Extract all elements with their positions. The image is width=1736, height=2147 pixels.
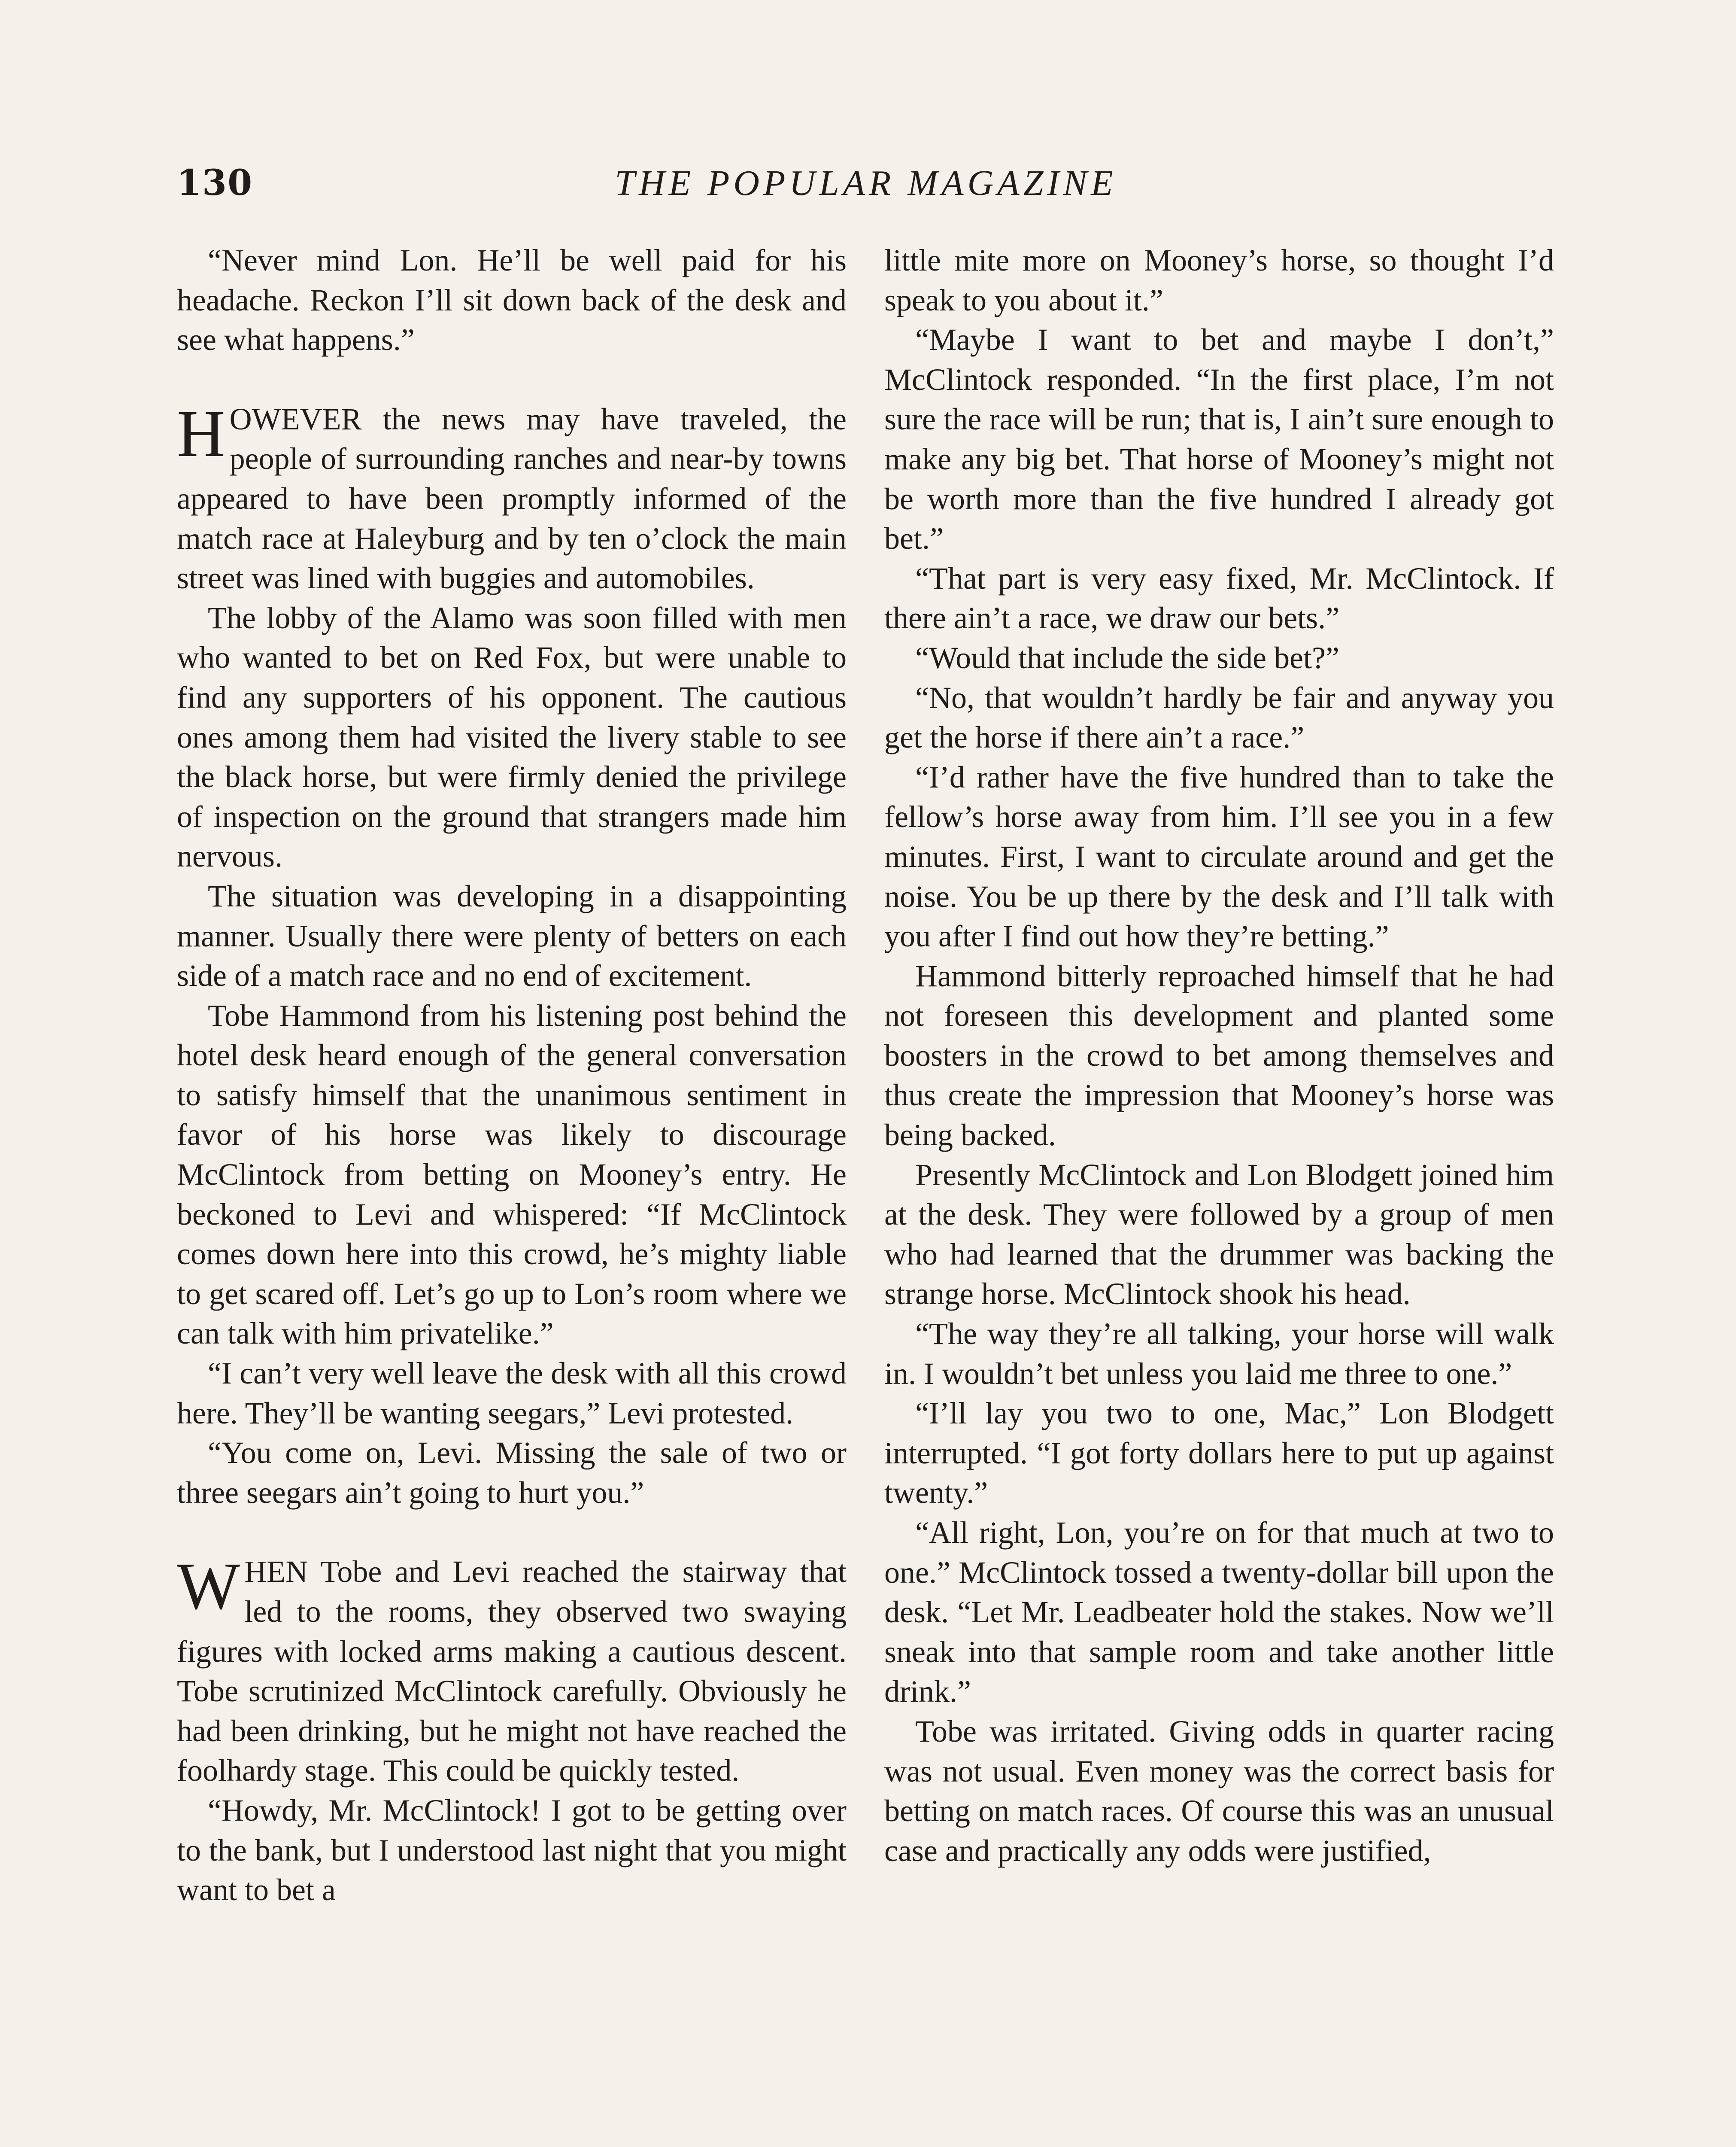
paragraph: Tobe was irritated. Giving odds in quarter racing was not usual. Even money was the correct basis for betting on match races. Of course this was an unusual case and practically any odds were justified, [884,1714,1554,1868]
paragraph: “Howdy, Mr. McClintock! I got to be getting over to the bank, but I understood last night that you might want to bet a [177,1793,847,1907]
paragraph: Presently McClintock and Lon Blodgett joined him at the desk. They were followed by a group of men who had learned that the drummer was backing the strange horse. McClintock shook his head. [884,1157,1554,1311]
paragraph: “I’ll lay you two to one, Mac,” Lon Blodgett interrupted. “I got forty dollars here to put up against twenty.” [884,1396,1554,1510]
running-title: THE POPULAR MAGAZINE [615,163,1117,203]
paragraph: “No, that wouldn’t hardly be fair and anyway you get the horse if there ain’t a race.” [884,680,1554,755]
paragraph: “You come on, Levi. Missing the sale of two or three seegars ain’t going to hurt you.” [177,1435,847,1510]
paragraph: “All right, Lon, you’re on for that much at two to one.” McClintock tossed a twenty-dollar bill upon the desk. “Let Mr. Leadbeater hold the stakes. Now we’ll sneak into that sample room and take another little drink.” [884,1515,1554,1709]
paragraph: Tobe Hammond from his listening post behind the hotel desk heard enough of the general conversation to satisfy himself that the unanimous sentiment in favor of his horse was likely to discourage McClintock from betting on Mooney’s entry. He beckoned to Levi and whispered: “If McClintock comes down here into this crowd, he’s mighty liable to get scared off. Let’s go up to Lon’s room where we can talk with him privatelike.” [177,998,847,1351]
left-column [177,240,847,1910]
page-header [177,162,1555,210]
paragraph: Hammond bitterly reproached himself that he had not foreseen this development and planted some boosters in the crowd to bet among themselves and thus create the impression that Mooney’s horse was being backed. [884,958,1554,1153]
paragraph: “Would that include the side bet?” [915,640,1339,675]
paragraph: “I can’t very well leave the desk with all this crowd here. They’ll be wanting seegars,” Levi protested. [177,1356,847,1430]
paragraph: The situation was developing in a disappointing manner. Usually there were plenty of betters on each side of a match race and no end of excitement. [177,879,847,993]
right-column [884,240,1554,1870]
paragraph: “Maybe I want to bet and maybe I don’t,” McClintock responded. “In the first place, I’m not sure the race will be run; that is, I ain’t sure enough to make any big bet. That horse of Mooney’s might not be worth more than the five hundred I already got bet.” [884,322,1554,556]
paragraph-dropcap: HOWEVER the news may have traveled, the people of surrounding ranches and near-by towns appeared to have been promptly informed of the match race at Haleyburg and by ten o’clock the main street was lined with buggies and automobiles. [177,396,847,596]
paragraph-dropcap: WHEN Tobe and Levi reached the stairway that led to the rooms, they observed two swaying figures with locked arms making a cautious descent. Tobe scrutinized McClintock carefully. Obviously he had been drinking, but he might not have reached the foolhardy stage. This could be quickly tested. [177,1549,847,1788]
paragraph: “I’d rather have the five hundred than to take the fellow’s horse away from him. I’ll see you in a few minutes. First, I want to circulate around and get the noise. You be up there by the desk and I’ll talk with you after I find out how they’re betting.” [884,760,1554,954]
paragraph: “The way they’re all talking, your horse will walk in. I wouldn’t bet unless you laid me three to one.” [884,1317,1554,1391]
paragraph: The lobby of the Alamo was soon filled with men who wanted to bet on Red Fox, but were unable to find any supporters of his opponent. The cautious ones among them had visited the livery stable to see the black horse, but were firmly denied the privilege of inspection on the ground that strangers made him nervous. [177,600,847,874]
paragraph: “That part is very easy fixed, Mr. McClintock. If there ain’t a race, we draw our bets.” [884,561,1554,636]
page-number: 130 [177,162,253,204]
paragraph-continued: little mite more on Mooney’s horse, so thought I’d speak to you about it.” [884,243,1554,317]
paragraph: “Never mind Lon. He’ll be well paid for his headache. Reckon I’ll sit down back of the desk and see what happens.” [177,243,847,357]
